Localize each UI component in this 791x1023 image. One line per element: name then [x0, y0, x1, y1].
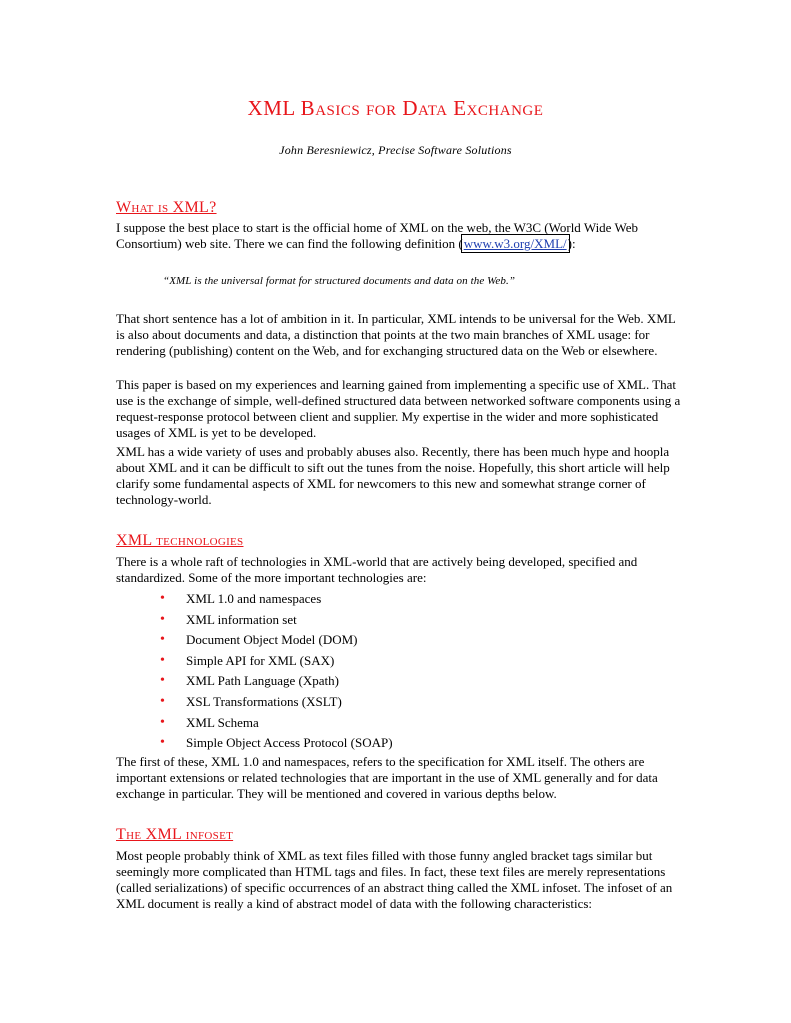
section2-intro: There is a whole raft of technologies in XML-world that are actively being developed, specified and standardized. Some of the more important technologies are:: [116, 554, 638, 585]
section2-outro: The first of these, XML 1.0 and namespaces, refers to the specification for XML itself. The others are important extensions or related technologies that are important in the use of XML generally and for data exchange in particular. They will be mentioned and covered in various depths below.: [116, 754, 658, 801]
section1-paragraph-2: That short sentence has a lot of ambition in it. In particular, XML intends to be universal for the Web. XML is also about documents and data, a distinction that points at the two main branches of XML usage: for rendering (publishing) content on the Web, and for exchanging structured data on the Web or elsewhere.: [116, 311, 676, 358]
list-item: • XML Path Language (Xpath): [160, 673, 339, 689]
bullet-icon: •: [160, 693, 165, 709]
list-item: • Simple Object Access Protocol (SOAP): [160, 735, 393, 751]
list-item: • XML 1.0 and namespaces: [160, 591, 322, 606]
para1-text-before: I suppose the best place to start is the official home of XML on the web, the W3C (World Wide Web Consortium) web site. There we can find the following definition (: [116, 220, 638, 251]
heading-xml-infoset: The XML infoset: [116, 826, 234, 843]
document-title: XML Basics for Data Exchange: [247, 96, 544, 120]
list-item: • XSL Transformations (XSLT): [160, 693, 342, 709]
section3-paragraph-1: Most people probably think of XML as text files filled with those funny angled bracket tags similar but seemingly more complicated than HTML tags and files. In fact, these text files are merely representations (called serializations) of specific occurrences of an abstract thing called the XML infoset. The infoset of an XML document is really a kind of abstract model of data with the following characteristics:: [116, 848, 673, 911]
bullet-icon: •: [160, 591, 165, 606]
list-item: • Simple API for XML (SAX): [160, 652, 335, 668]
para1-text-after: ):: [567, 236, 576, 251]
section1-paragraph-3: This paper is based on my experiences and learning gained from implementing a specific use of XML. That use is the exchange of simple, well-defined structured data between networked software components using a request-response protocol between client and supplier. My expertise in the wider and more sophisticated usages of XML is yet to be developed.: [116, 377, 681, 440]
list-item: • Document Object Model (DOM): [160, 632, 358, 648]
w3c-xml-link[interactable]: www.w3.org/XML/: [463, 236, 567, 251]
bullet-icon: •: [160, 735, 165, 751]
bullet-icon: •: [160, 652, 165, 668]
xml-definition-quote: “XML is the universal format for structured documents and data on the Web.”: [163, 275, 516, 287]
list-item: • XML Schema: [160, 714, 259, 730]
bullet-icon: •: [160, 632, 165, 648]
technology-list: [160, 591, 393, 756]
bullet-icon: •: [160, 673, 165, 689]
section1-paragraph-1: [116, 220, 682, 252]
heading-xml-technologies: XML technologies: [116, 532, 244, 549]
bullet-icon: •: [160, 611, 165, 627]
document-author: John Beresniewicz, Precise Software Solutions: [279, 143, 512, 157]
bullet-icon: •: [160, 714, 165, 730]
heading-what-is-xml: What is XML?: [116, 199, 217, 216]
section1-paragraph-4: XML has a wide variety of uses and probably abuses also. Recently, there has been much hype and hoopla about XML and it can be difficult to sift out the tunes from the noise. Hopefully, this short article will help clarify some fundamental aspects of XML for newcomers to this new and somewhat strange corner of technology-world.: [116, 444, 670, 507]
list-item: • XML information set: [160, 611, 297, 627]
